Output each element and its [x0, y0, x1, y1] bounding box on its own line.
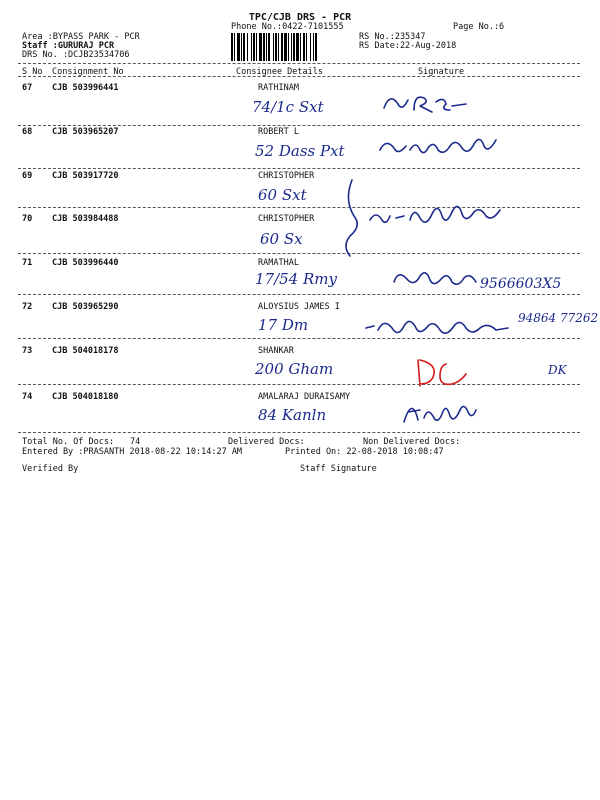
staff-signature-label: Staff Signature — [300, 464, 377, 474]
column-header-sno: S No — [22, 67, 43, 77]
signature-72 — [362, 312, 512, 344]
row-sno: 70 — [22, 214, 33, 224]
row-sno: 67 — [22, 83, 33, 93]
verified-by: Verified By — [22, 464, 79, 474]
row-sno: 71 — [22, 258, 33, 268]
row-consignee-name: AMALARAJ DURAISAMY — [258, 392, 351, 402]
row-sno: 72 — [22, 302, 33, 312]
hw-phone-71: 9566603X5 — [480, 276, 562, 292]
row-consignment: CJB 503984488 — [52, 214, 119, 224]
row-consignee-name: ALOYSIUS JAMES I — [258, 302, 340, 312]
drs-number: DRS No. :DCJB23534706 — [22, 50, 130, 60]
row-consignee-name: RATHINAM — [258, 83, 299, 93]
signature-74 — [400, 394, 480, 428]
hw-details-74: 84 Kanln — [258, 406, 327, 424]
non-delivered-docs: Non Delivered Docs: — [363, 437, 461, 447]
entered-by: Entered By :PRASANTH 2018-08-22 10:14:27 AM — [22, 447, 243, 457]
row-consignment: CJB 503996441 — [52, 83, 119, 93]
row-consignment: CJB 503996440 — [52, 258, 119, 268]
row-sno: 69 — [22, 171, 33, 181]
column-header-consignee: Consignee Details — [236, 67, 323, 77]
hw-details-68: 52 Dass Pxt — [255, 142, 345, 160]
hw-phone-72: 94864 77262 — [518, 311, 599, 325]
hw-details-67: 74/1c Sxt — [252, 98, 324, 116]
row-consignment: CJB 504018180 — [52, 392, 119, 402]
row-consignment: CJB 503917720 — [52, 171, 119, 181]
hw-details-73: 200 Gham — [255, 360, 334, 378]
row-consignee-name: SHANKAR — [258, 346, 294, 356]
row-consignee-name: RAMATHAL — [258, 258, 299, 268]
hw-details-72: 17 Dm — [258, 316, 309, 334]
document-title: TPC/CJB DRS - PCR — [248, 12, 352, 23]
delivered-docs: Delivered Docs: — [228, 437, 305, 447]
signature-73 — [412, 356, 476, 390]
page-number: Page No.:6 — [453, 22, 505, 32]
hw-details-69: 60 Sxt — [258, 186, 307, 204]
column-header-consignment: Consignment No — [52, 67, 124, 77]
row-sno: 68 — [22, 127, 33, 137]
total-docs-value: 74 — [130, 437, 141, 447]
area-label: Area :BYPASS PARK - PCR — [22, 32, 140, 42]
signature-68 — [376, 130, 506, 164]
phone-number: Phone No.:0422-7101555 — [231, 22, 344, 32]
signature-67 — [380, 88, 470, 118]
printed-on: Printed On: 22-08-2018 10:08:47 — [285, 447, 444, 457]
row-consignment: CJB 503965207 — [52, 127, 119, 137]
rs-date: RS Date:22-Aug-2018 — [359, 41, 457, 51]
signature-71 — [390, 264, 480, 294]
hw-details-71: 17/54 Rmy — [255, 270, 337, 288]
column-header-signature: Signature — [418, 67, 465, 77]
row-consignee-name: CHRISTOPHER — [258, 214, 315, 224]
total-docs-label: Total No. Of Docs: — [22, 437, 115, 447]
row-consignment: CJB 504018178 — [52, 346, 119, 356]
row-sno: 74 — [22, 392, 33, 402]
hw-margin-73: DK — [548, 363, 567, 377]
row-consignee-name: ROBERT L — [258, 127, 299, 137]
signature-69-70 — [340, 176, 510, 260]
row-consignment: CJB 503965290 — [52, 302, 119, 312]
row-consignee-name: CHRISTOPHER — [258, 171, 315, 181]
staff-label: Staff :GURURAJ PCR — [22, 41, 115, 51]
rs-number: RS No.:235347 — [359, 32, 426, 42]
row-sno: 73 — [22, 346, 33, 356]
hw-details-70: 60 Sx — [260, 230, 303, 248]
